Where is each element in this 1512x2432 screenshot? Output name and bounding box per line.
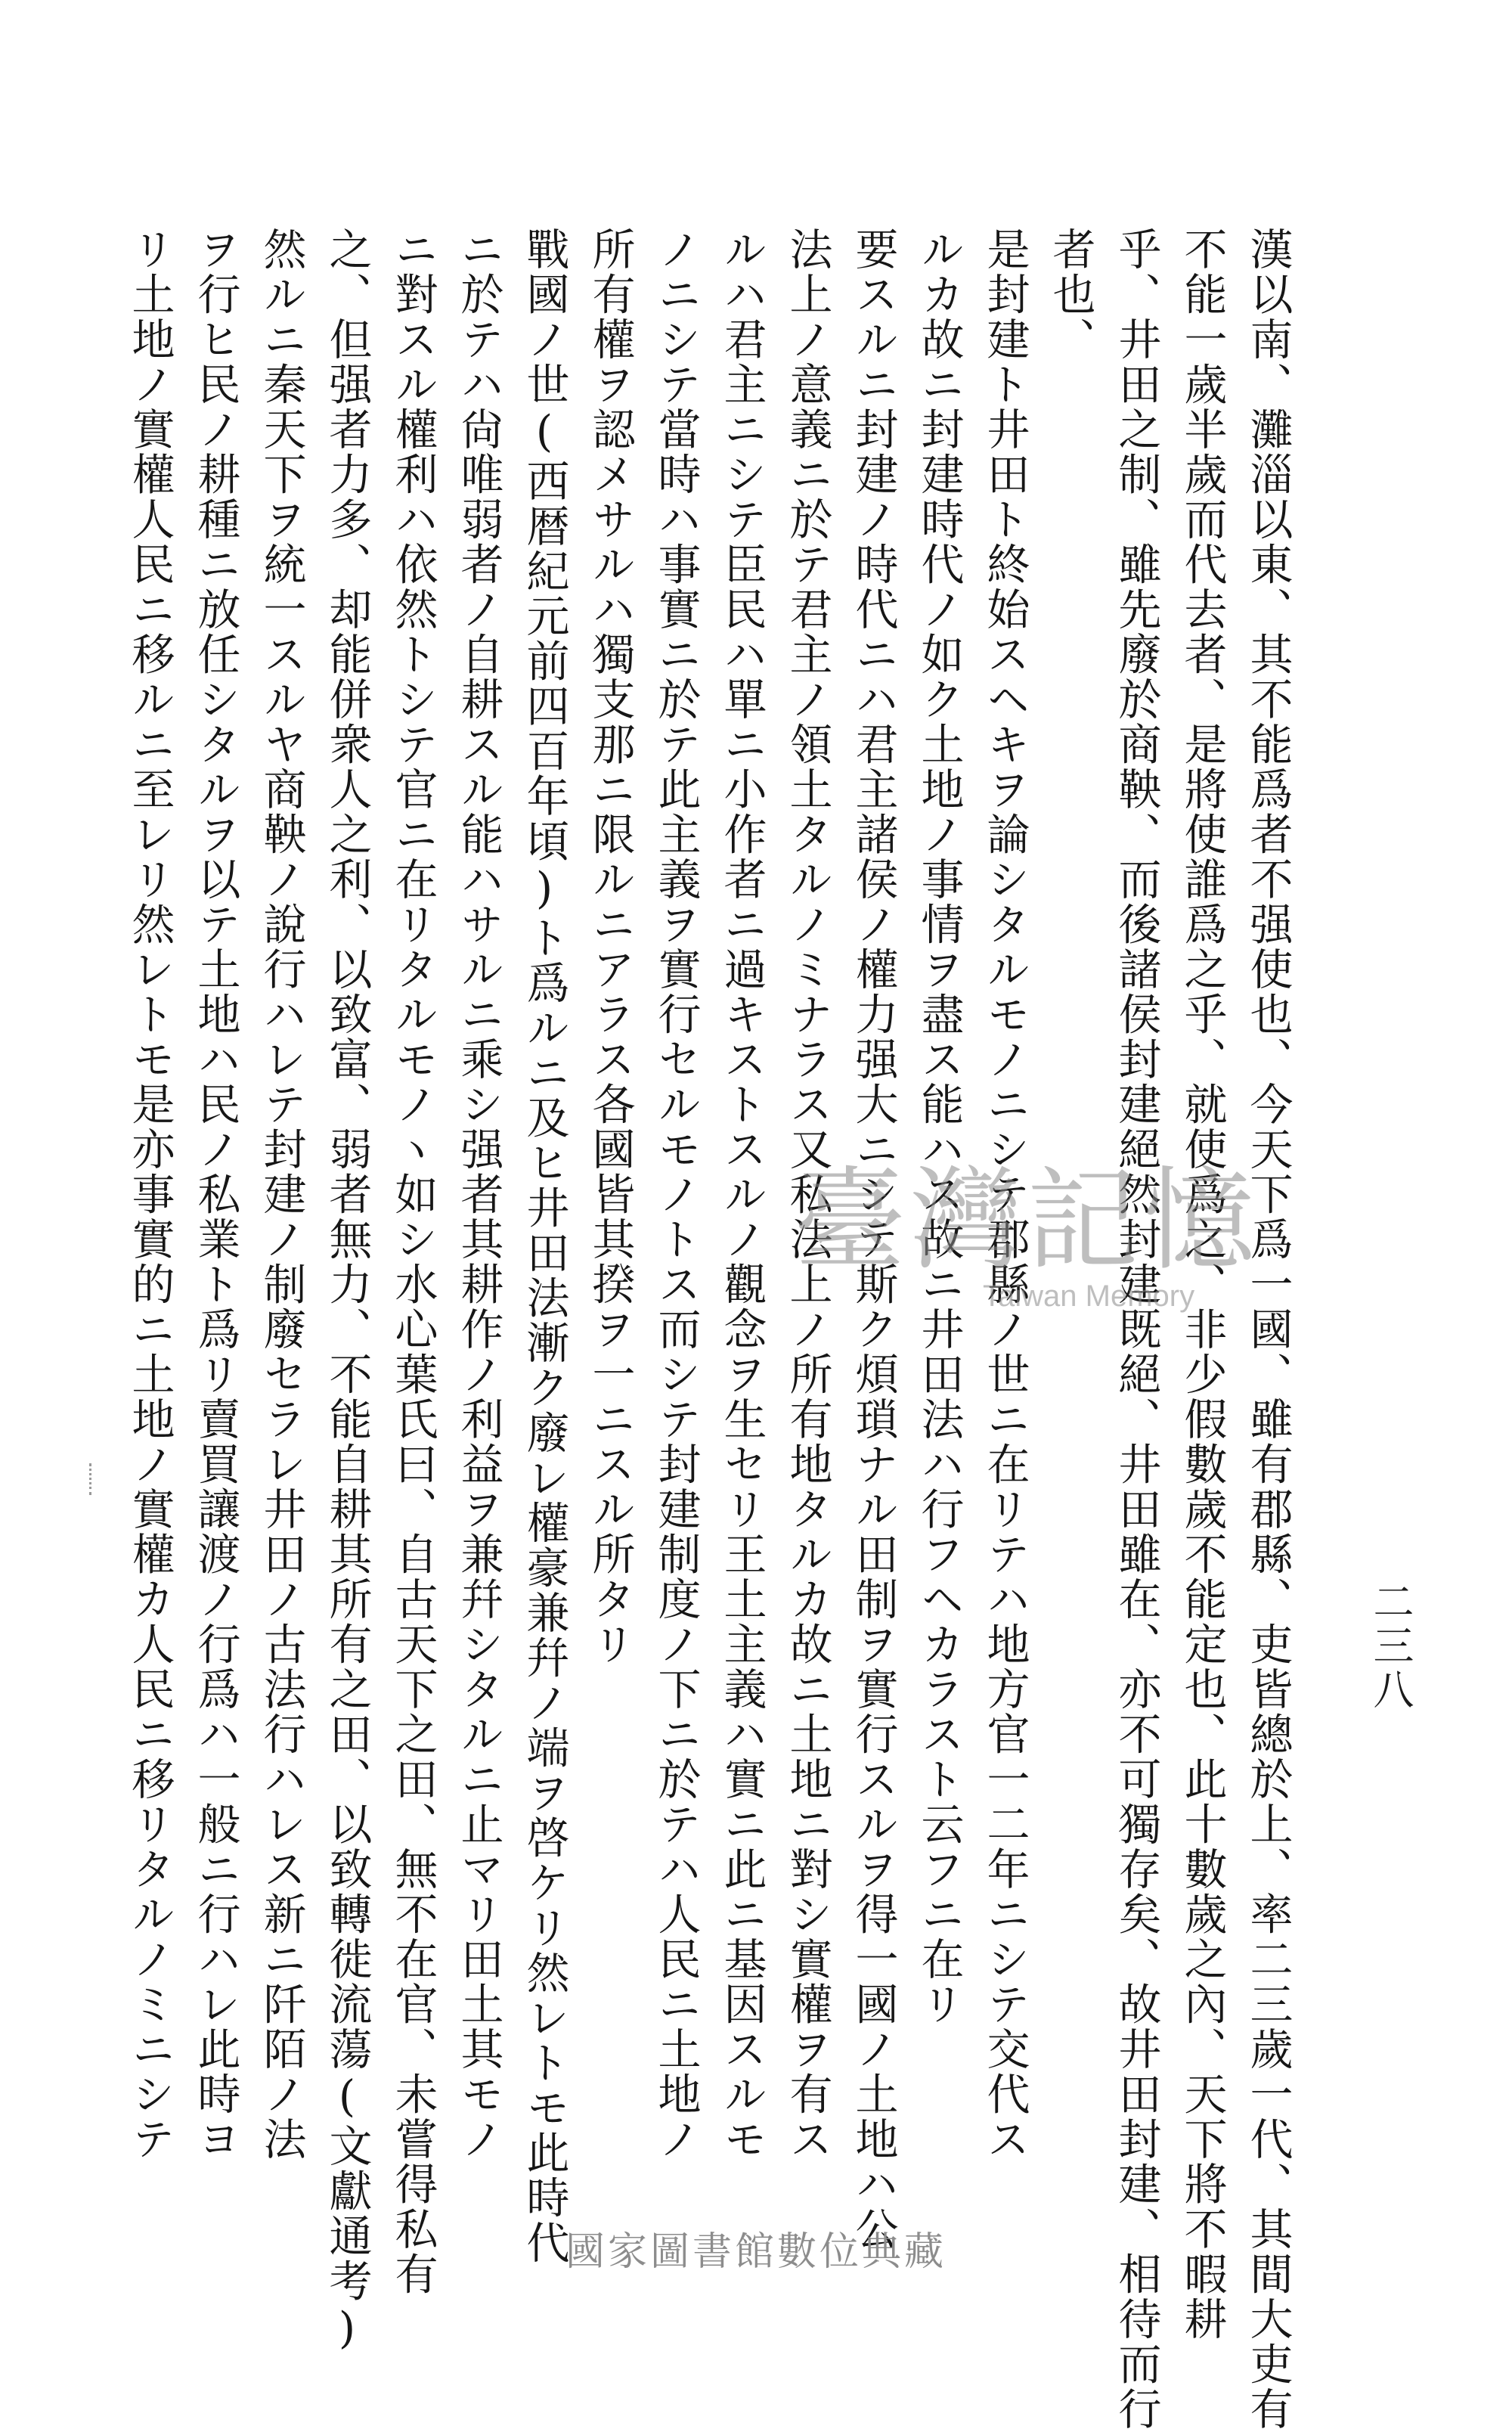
text-column: 然ルニ秦天下ヲ統一スルヤ商鞅ノ說行ハレテ封建ノ制廢セラレ井田ノ古法行ハレス新ニ阡陌ノ法 [256, 227, 306, 2162]
text-column: 之、但强者力多、却能併衆人之利、以致富、弱者無力、不能自耕其所有之田、以致轉徙流蕩(文獻通考) [322, 227, 372, 2356]
footer-credit: 國家圖書館數位典藏 [565, 2229, 947, 2275]
text-column: リ土地ノ實權人民ニ移ルニ至レリ然レトモ是亦事實的ニ土地ノ實權カ人民ニ移リタルノミニシテ [125, 227, 175, 2162]
text-column: ルハ君主ニシテ臣民ハ單ニ小作者ニ過キストスルノ觀念ヲ生セリ王土主義ハ實ニ此ニ基因スルモ [717, 227, 767, 2162]
watermark-logo [794, 1156, 1263, 1361]
watermark-subtext: Taiwan Memory [983, 1280, 1195, 1313]
text-column: ニ於テハ尙唯弱者ノ自耕スル能ハサルニ乘シ强者其耕作ノ利益ヲ兼幷シタルニ止マリ田土其モノ [454, 227, 503, 2162]
text-column: 法上ノ意義ニ於テ君主ノ領土タルノミナラス又私法上ノ所有地タルカ故ニ土地ニ對シ實權ヲ有ス [782, 227, 832, 2162]
text-column: 所有權ヲ認メサルハ獨支那ニ限ルニアラス各國皆其揆ヲ一ニスル所タリ [585, 227, 635, 1667]
text-column: 是封建ト井田ト終始スヘキヲ論シタルモノニシテ郡縣ノ世ニ在リテハ地方官一二年ニシテ交代ス [980, 227, 1030, 2162]
text-column: 漢以南、灘淄以東、其不能爲者不强使也、今天下爲一國、雖有郡縣、吏皆總於上、率二三歲一代、其間大吏有 [1243, 227, 1293, 2432]
text-column: 者也、 [1046, 227, 1095, 362]
text-column: 乎、井田之制、雖先廢於商鞅、而後諸侯封建絕然封建既絕、井田雖在、亦不可獨存矣、故井田封建、相待而行 [1111, 227, 1161, 2432]
text-column: 戰國ノ世(西暦紀元前四百年頃)ト爲ルニ及ヒ井田法漸ク廢レ權豪兼幷ノ端ヲ啓ケリ然レトモ此時代 [519, 227, 569, 2266]
text-column: ヲ行ヒ民ノ耕種ニ放任シタルヲ以テ土地ハ民ノ私業ト爲リ賣買讓渡ノ行爲ハ一般ニ行ハレ此時ヨ [191, 227, 240, 2162]
text-column: ノニシテ當時ハ事實ニ於テ此主義ヲ實行セルモノトス而シテ封建制度ノ下ニ於テハ人民ニ土地ノ [651, 227, 701, 2162]
text-column: 要スルニ封建ノ時代ニハ君主諸侯ノ權力强大ニシテ斯ク煩瑣ナル田制ヲ實行スルヲ得一國ノ土地ハ公 [848, 227, 898, 2252]
watermark-text: 臺灣記憶 [794, 1156, 1259, 1286]
text-column: ルカ故ニ封建時代ノ如ク土地ノ事情ヲ盡ス能ハス故ニ井田法ハ行フヘカラスト云フニ在リ [914, 227, 964, 2027]
page-number: 二三八 [1367, 1580, 1414, 1712]
text-column: 不能一歲半歲而代去者、是將使誰爲之乎、就使爲之、非少假數歲不能定也、此十數歲之內、天下將不暇耕 [1177, 227, 1227, 2342]
text-column: ニ對スル權利ハ依然トシテ官ニ在リタルモノヽ如シ水心葉氏曰、自古天下之田、無不在官、未嘗得私有 [388, 227, 438, 2297]
margin-mark [89, 1463, 94, 1495]
